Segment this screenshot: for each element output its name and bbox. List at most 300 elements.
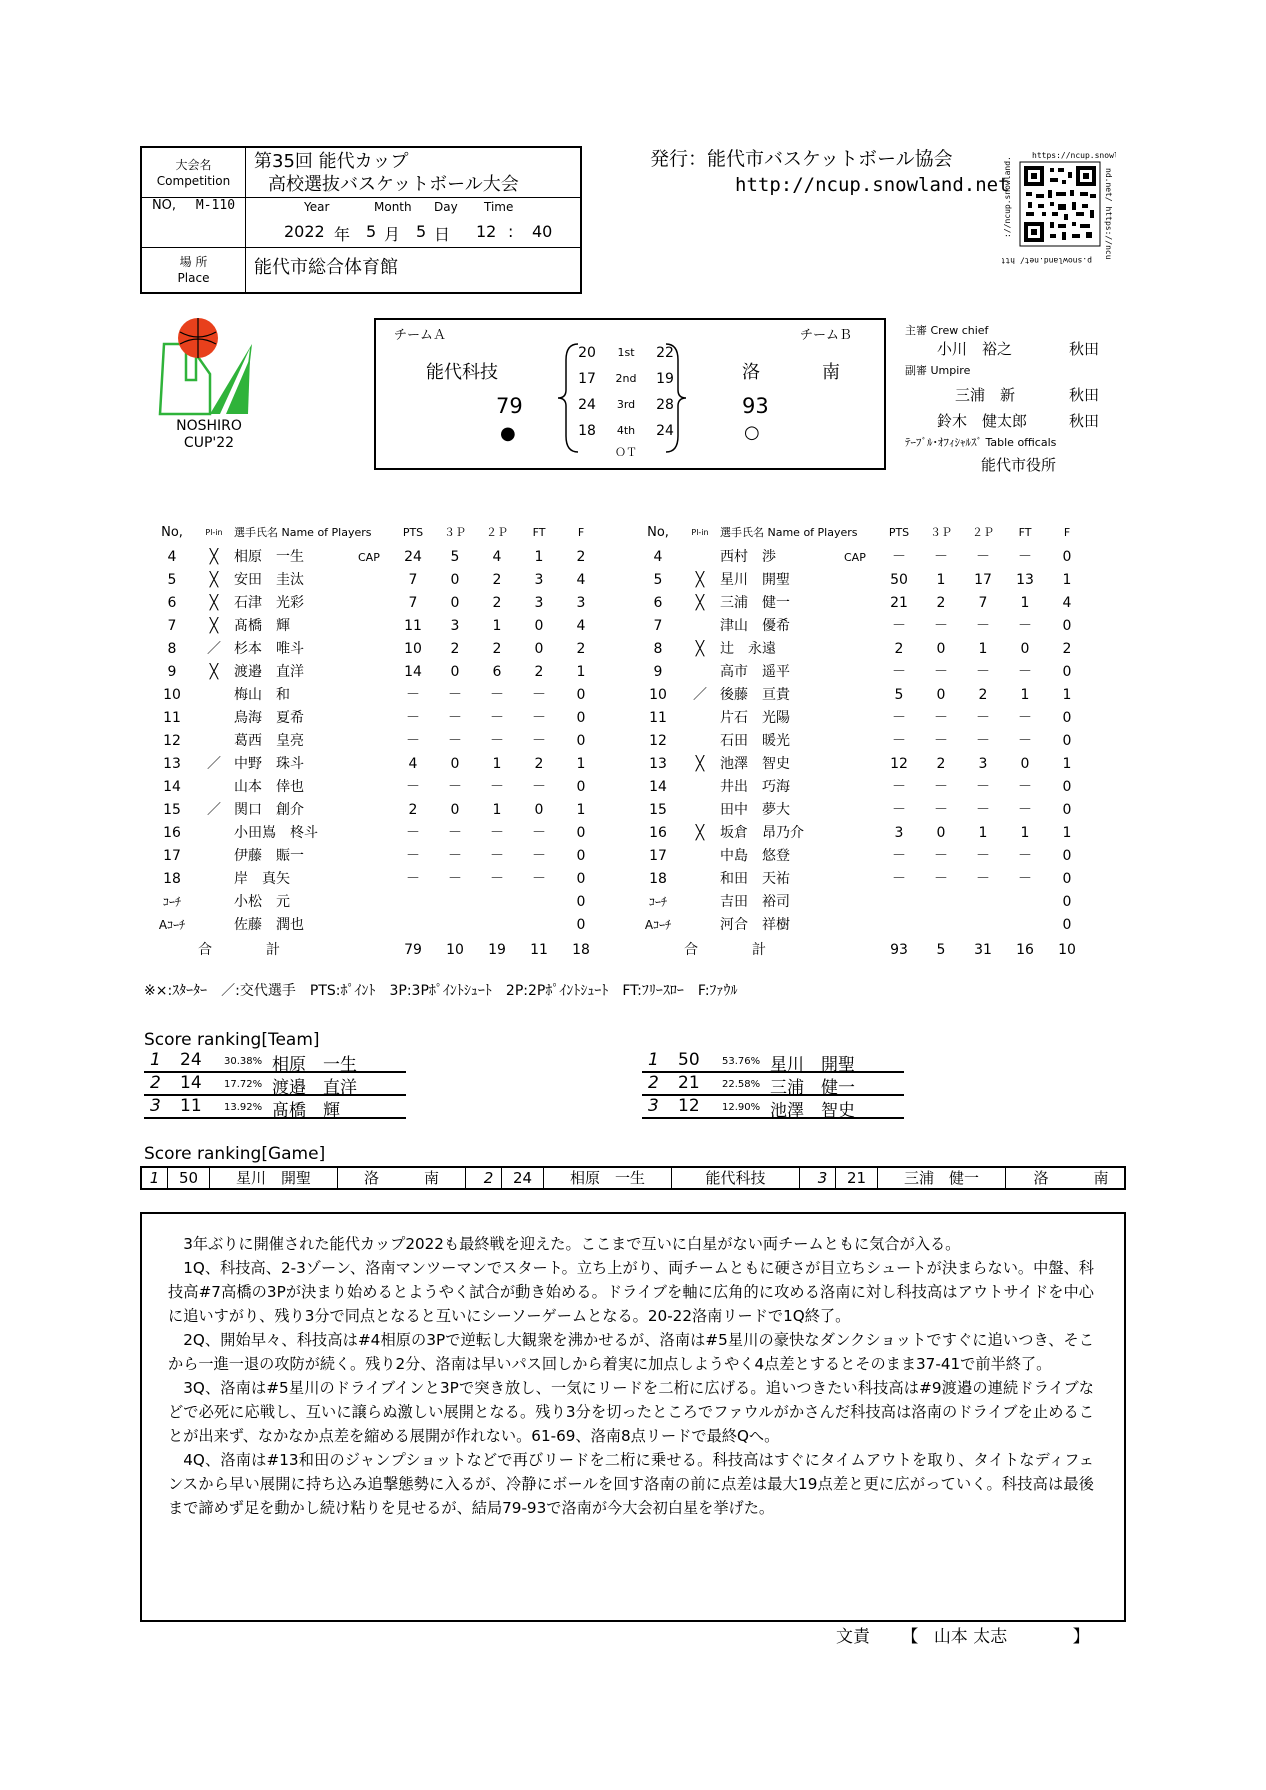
team-a-name: 能代科技 (426, 362, 498, 383)
player-ft: 0 (534, 802, 544, 818)
player-ft: － (532, 687, 546, 703)
player-points: － (892, 664, 906, 680)
player-in-mark: ╳ (695, 825, 705, 841)
header-ft: FT (532, 526, 546, 539)
player-fouls: 2 (1062, 641, 1072, 657)
player-2p: 4 (492, 549, 502, 565)
player-fouls: 0 (576, 779, 586, 795)
team-b-result-mark: ○ (744, 422, 760, 443)
player-number: 4 (653, 549, 663, 565)
player-number: 10 (163, 687, 181, 703)
player-points: 11 (404, 618, 422, 634)
player-in-mark: ╳ (695, 756, 705, 772)
player-number: 12 (649, 733, 667, 749)
total-f: 10 (1058, 942, 1076, 958)
player-fouls: 0 (1062, 618, 1072, 634)
player-points: 2 (894, 641, 904, 657)
player-3p: 0 (450, 756, 460, 772)
rank-points: 12 (678, 1096, 700, 1116)
player-name: 石津 光彩 (234, 595, 304, 611)
player-points: 21 (890, 595, 908, 611)
rank-player-name: 髙橋 輝 (272, 1101, 340, 1121)
player-fouls: 0 (1062, 549, 1072, 565)
player-number: 7 (167, 618, 177, 634)
player-in-mark: ／ (207, 802, 221, 818)
player-2p: － (490, 825, 504, 841)
total-pts: 79 (404, 942, 422, 958)
player-fouls: 1 (1062, 756, 1072, 772)
player-points: 5 (894, 687, 904, 703)
player-number: 15 (649, 802, 667, 818)
player-ft: － (1018, 779, 1032, 795)
publisher-name: 発行：能代市バスケットボール協会 (650, 148, 953, 170)
player-row (152, 592, 612, 615)
player-name: 梅山 和 (234, 687, 290, 703)
player-number: 13 (649, 756, 667, 772)
player-2p: 1 (492, 802, 502, 818)
crew-chief-label: 主審 Crew chief (905, 324, 989, 337)
total-ft: 11 (530, 942, 548, 958)
report-paragraph: 3年ぶりに開催された能代カップ2022も最終戦を迎えた。ここまで互いに白星がない両チームともに気合が入る。 (183, 1235, 961, 1253)
player-name: 池澤 智史 (720, 756, 790, 772)
rank-percent: 17.72% (224, 1079, 263, 1090)
header-f: F (1063, 526, 1071, 539)
player-name: 吉田 裕司 (720, 894, 790, 910)
player-row (638, 707, 1098, 730)
player-3p: 3 (450, 618, 460, 634)
officials (905, 322, 1115, 475)
date-day: 5 (416, 222, 427, 241)
report-paragraph: 4Q、洛南は#13和田のジャンプショットなどで再びリードを二桁に乗せる。科技高はすぐにタイムアウトを取り、タイトなディフェンスから早い展開に持ち込み追撃態勢に入るが、冷静にボールを回す洛南の前に点差は最大19点差と更に広がっていく。科技高は最後まで諦めず足を動かし続け粘りを見せるが、結局79-93で洛南が今大会初白星を挙げた。 (168, 1451, 1094, 1517)
total-p2: 19 (488, 942, 506, 958)
player-ft: － (532, 825, 546, 841)
player-2p: 1 (978, 825, 988, 841)
header-p2: ２Ｐ (486, 526, 508, 539)
player-ft: － (1018, 802, 1032, 818)
player-name: 河合 祥樹 (720, 917, 790, 933)
report-paragraph: 1Q、科技高、2-3ゾーン、洛南マンツーマンでスタート。立ち上がり、両チームともに硬さが目立ちシュートが決まらない。中盤、科技高#7高橋の3Pが決まり始めるとようやく試合が動き始める。ドライブを軸に広角的に攻める洛南に対し科技高はアウトサイドを中心に追いすがり、残り3分で同点となると互いにシーソーゲームとなる。20-22洛南リードで1Q終了。 (168, 1259, 1094, 1325)
player-3p: 1 (936, 572, 946, 588)
crew-chief: 小川 裕之 秋田 (937, 340, 1100, 358)
player-row (152, 822, 612, 845)
player-points: 14 (404, 664, 422, 680)
team-a-score: 79 (496, 394, 523, 418)
player-fouls: 0 (1062, 802, 1072, 818)
header-name: 選手氏名 Name of Players (234, 526, 372, 539)
player-2p: － (976, 618, 990, 634)
player-number: 8 (167, 641, 177, 657)
player-ft: － (1018, 848, 1032, 864)
quarter-row: 20 1st 22 (578, 345, 674, 361)
player-row (638, 776, 1098, 799)
player-ft: 0 (1020, 756, 1030, 772)
total-label: 合 (198, 942, 212, 958)
player-row (638, 615, 1098, 638)
player-number: 15 (163, 802, 181, 818)
player-3p: － (934, 779, 948, 795)
player-row (638, 661, 1098, 684)
player-2p: － (976, 802, 990, 818)
total-f: 18 (572, 942, 590, 958)
player-number: 6 (167, 595, 177, 611)
header-no: No, (647, 525, 669, 540)
player-fouls: 0 (576, 917, 586, 933)
player-ft: 13 (1016, 572, 1034, 588)
player-3p: 2 (936, 756, 946, 772)
player-number: 14 (649, 779, 667, 795)
player-fouls: 0 (1062, 664, 1072, 680)
player-row (638, 569, 1098, 592)
player-3p: － (934, 733, 948, 749)
player-fouls: 0 (576, 894, 586, 910)
player-ft: － (532, 733, 546, 749)
player-name: 髙橋 輝 (234, 618, 290, 634)
ranking-row (144, 1050, 406, 1073)
player-ft: 3 (534, 572, 544, 588)
place-row (142, 248, 580, 292)
quarter-row: 24 3rd 28 (578, 397, 674, 413)
game-rank-team: 洛 南 (1033, 1169, 1109, 1187)
player-points: 50 (890, 572, 908, 588)
player-fouls: 0 (1062, 779, 1072, 795)
player-3p: － (934, 710, 948, 726)
player-in-mark: ╳ (209, 572, 219, 588)
player-in-mark: ╳ (695, 595, 705, 611)
rank-player-name: 星川 開聖 (770, 1055, 855, 1075)
player-ft: － (1018, 733, 1032, 749)
player-2p: － (976, 710, 990, 726)
player-3p: － (448, 825, 462, 841)
box-header-row (152, 520, 612, 546)
player-3p: － (448, 779, 462, 795)
player-row (638, 638, 1098, 661)
noshiro-cup-logo: NOSHIRO CUP'22 (150, 318, 270, 458)
header-name: 選手氏名 Name of Players (720, 526, 858, 539)
player-in-mark: ／ (207, 641, 221, 657)
rank-percent: 22.58% (722, 1079, 761, 1090)
player-3p: 0 (936, 825, 946, 841)
player-row (638, 753, 1098, 776)
table-officials-value: 能代市役所 (981, 456, 1057, 474)
umpire-1: 三浦 新 秋田 (955, 386, 1100, 404)
scoreboard: チームＡ チームＢ 能代科技 洛 南 79 93 ● ○ 20 1st 22 17 2nd 19 24 3rd 28 18 4th 24 ＯＴ (374, 318, 886, 470)
player-3p: 0 (450, 802, 460, 818)
player-3p: － (934, 848, 948, 864)
rank-points: 50 (678, 1050, 700, 1070)
player-row (152, 615, 612, 638)
player-name: 杉本 唯斗 (234, 641, 304, 657)
player-fouls: 0 (576, 825, 586, 841)
player-number: 12 (163, 733, 181, 749)
player-2p: － (976, 733, 990, 749)
player-2p: － (490, 779, 504, 795)
player-row (152, 661, 612, 684)
report-paragraph: 2Q、開始早々、科技高は#4相原の3Pで逆転し大観衆を沸かせるが、洛南は#5星川の豪快なダンクショットですぐに追いつき、そこから一進一退の攻防が続く。残り2分、洛南は早いパス回しから着実に加点しようやく4点差とするとそのまま37-41で前半終了。 (168, 1331, 1094, 1373)
game-ranking (140, 1166, 1126, 1190)
competition-title: 第35回 能代カップ 高校選抜バスケットボール大会 (254, 151, 519, 195)
player-name: 後藤 亘貴 (720, 687, 790, 703)
player-name: 岸 真矢 (234, 871, 290, 887)
player-fouls: 0 (1062, 733, 1072, 749)
player-fouls: 0 (1062, 710, 1072, 726)
player-fouls: 1 (1062, 687, 1072, 703)
player-number: 4 (167, 549, 177, 565)
captain-mark: CAP (358, 551, 380, 564)
player-fouls: 2 (576, 549, 586, 565)
rank-number: 2 (150, 1073, 161, 1093)
player-ft: 0 (1020, 641, 1030, 657)
player-2p: － (490, 710, 504, 726)
game-number: NO, M-110 (142, 198, 246, 247)
ranking-row (144, 1073, 406, 1096)
box-header-row (638, 520, 1098, 546)
player-number: 11 (163, 710, 181, 726)
rank-percent: 13.92% (224, 1102, 263, 1113)
place-value: 能代市総合体育館 (254, 257, 398, 278)
total-p3: 10 (446, 942, 464, 958)
player-2p: － (976, 664, 990, 680)
rank-points: 11 (180, 1096, 202, 1116)
player-2p: － (976, 779, 990, 795)
rank-player-name: 三浦 健一 (770, 1078, 855, 1098)
player-2p: － (976, 549, 990, 565)
player-3p: － (934, 549, 948, 565)
player-number: 8 (653, 641, 663, 657)
author: 文責 【 山本 太志 】 (836, 1627, 1090, 1647)
rank-number: 2 (648, 1073, 659, 1093)
rank-percent: 53.76% (722, 1056, 761, 1067)
captain-mark: CAP (844, 551, 866, 564)
player-3p: － (934, 618, 948, 634)
player-row (638, 868, 1098, 891)
player-in-mark: ╳ (209, 618, 219, 634)
total-ft: 16 (1016, 942, 1034, 958)
player-points: 3 (894, 825, 904, 841)
player-2p: － (490, 733, 504, 749)
team-b-name: 洛 (742, 362, 760, 383)
header-pi: Pl-in (205, 528, 223, 537)
player-name: 佐藤 潤也 (234, 917, 304, 933)
rank-number: 3 (648, 1096, 659, 1116)
player-ft: － (1018, 549, 1032, 565)
header-pts: PTS (888, 526, 910, 539)
player-number: 18 (163, 871, 181, 887)
player-points: － (406, 733, 420, 749)
player-name: 石田 暖光 (720, 733, 790, 749)
player-2p: 2 (492, 572, 502, 588)
header-f: F (577, 526, 585, 539)
svg-text:://ncup.snowland.: ://ncup.snowland. (1003, 156, 1012, 238)
player-name: 小松 元 (234, 894, 290, 910)
team-a-box-score (152, 520, 612, 962)
game-rank-team: 能代科技 (672, 1168, 800, 1188)
player-points: － (406, 825, 420, 841)
player-name: 相原 一生 (234, 549, 304, 565)
total-label: 合 (684, 942, 698, 958)
player-row (152, 868, 612, 891)
report-paragraph: 3Q、洛南は#5星川のドライブインと3Pで突き放し、一気にリードを二桁に広げる。追いつきたい科技高は#9渡邉の連続ドライブなどで必死に応戦し、互いに譲らぬ激しい展開となる。残り3分を切ったところでファウルがかさんだ科技高は洛南のドライブを止めることが出来ず、なかなか点差を縮める展開が作れない。61-69、洛南8点リードで最終Qへ。 (168, 1379, 1094, 1445)
player-2p: 1 (492, 618, 502, 634)
player-name: 葛西 皇亮 (234, 733, 304, 749)
player-number: Aｺｰﾁ (644, 918, 672, 932)
player-2p: 3 (978, 756, 988, 772)
time-hour: 12 (476, 222, 497, 241)
player-row (638, 822, 1098, 845)
player-name: 伊藤 賑一 (234, 848, 304, 864)
player-fouls: 0 (1062, 848, 1072, 864)
player-ft: － (1018, 710, 1032, 726)
player-name: 小田嶌 柊斗 (234, 825, 318, 841)
player-2p: 2 (978, 687, 988, 703)
player-number: ｺｰﾁ (648, 895, 667, 909)
player-row (638, 845, 1098, 868)
player-ft: － (1018, 871, 1032, 887)
table-officials-label: ﾃｰﾌﾞﾙ･ｵﾌｨｼｬﾙｽﾞ Table officals (905, 436, 1057, 449)
player-number: 9 (653, 664, 663, 680)
player-3p: － (934, 802, 948, 818)
player-name: 安田 圭汰 (234, 572, 304, 588)
player-row (152, 799, 612, 822)
total-label: 計 (752, 942, 766, 958)
player-3p: － (448, 733, 462, 749)
player-row (152, 707, 612, 730)
player-name: 中野 珠斗 (234, 756, 304, 772)
player-number: 14 (163, 779, 181, 795)
player-points: － (892, 549, 906, 565)
total-label: 計 (266, 942, 280, 958)
game-rank-rank: 3 (810, 1168, 836, 1188)
player-points: － (892, 733, 906, 749)
player-points: 12 (890, 756, 908, 772)
player-points: － (892, 618, 906, 634)
player-ft: － (1018, 664, 1032, 680)
player-ft: 2 (534, 664, 544, 680)
player-points: 24 (404, 549, 422, 565)
team-ranking-title: Score ranking[Team] (144, 1030, 320, 1050)
player-3p: 0 (450, 572, 460, 588)
rank-points: 24 (180, 1050, 202, 1070)
player-number: Aｺｰﾁ (158, 918, 186, 932)
player-ft: 1 (1020, 595, 1030, 611)
player-row (638, 546, 1098, 569)
player-name: 高市 遥平 (720, 664, 790, 680)
player-name: 関口 創介 (234, 802, 304, 818)
player-3p: 5 (450, 549, 460, 565)
total-pts: 93 (890, 942, 908, 958)
player-number: 18 (649, 871, 667, 887)
player-fouls: 0 (576, 848, 586, 864)
player-fouls: 1 (576, 802, 586, 818)
player-row (638, 592, 1098, 615)
player-ft: 1 (534, 549, 544, 565)
player-row (152, 753, 612, 776)
player-points: － (406, 871, 420, 887)
player-2p: － (976, 871, 990, 887)
player-row (152, 684, 612, 707)
player-row (638, 914, 1098, 937)
player-fouls: 1 (1062, 572, 1072, 588)
player-row (152, 845, 612, 868)
header-pts: PTS (402, 526, 424, 539)
player-ft: － (1018, 618, 1032, 634)
player-2p: 6 (492, 664, 502, 680)
player-points: － (892, 848, 906, 864)
player-points: － (892, 802, 906, 818)
player-points: 10 (404, 641, 422, 657)
player-name: 星川 開聖 (720, 572, 790, 588)
player-row (152, 776, 612, 799)
header-p3: ３Ｐ (930, 526, 952, 539)
player-number: 7 (653, 618, 663, 634)
competition-label: 大会名 Competition (142, 148, 246, 197)
player-name: 片石 光陽 (720, 710, 790, 726)
player-2p: 7 (978, 595, 988, 611)
player-number: ｺｰﾁ (162, 895, 181, 909)
umpire-2: 鈴木 健太郎 秋田 (937, 412, 1100, 430)
author-name: 山本 太志 (933, 1627, 1008, 1647)
player-name: 三浦 健一 (720, 595, 790, 611)
player-row (152, 546, 612, 569)
date-year: 2022 (284, 222, 325, 241)
player-row (152, 569, 612, 592)
player-ft: 2 (534, 756, 544, 772)
team-b-box-score (638, 520, 1098, 962)
player-ft: － (532, 779, 546, 795)
player-in-mark: ╳ (695, 572, 705, 588)
player-row (638, 799, 1098, 822)
player-row (152, 891, 612, 914)
player-points: － (892, 871, 906, 887)
svg-text:p.snowland.net/ htt: p.snowland.net/ htt (1002, 256, 1092, 264)
player-in-mark: ╳ (695, 641, 705, 657)
player-ft: 0 (534, 641, 544, 657)
player-points: － (406, 687, 420, 703)
player-name: 井出 巧海 (720, 779, 790, 795)
game-rank-name: 三浦 健一 (878, 1168, 1006, 1188)
player-fouls: 2 (576, 641, 586, 657)
player-name: 山本 倖也 (234, 779, 304, 795)
ranking-row (642, 1096, 904, 1119)
player-name: 辻 永遠 (720, 641, 776, 657)
rank-percent: 30.38% (224, 1056, 263, 1067)
header-pi: Pl-in (691, 528, 709, 537)
total-p2: 31 (974, 942, 992, 958)
team-b-ranking (642, 1050, 904, 1119)
player-ft: 3 (534, 595, 544, 611)
quarter-row: ＯＴ (615, 446, 637, 459)
player-2p: － (976, 848, 990, 864)
player-points: 7 (408, 595, 418, 611)
game-info-table (140, 146, 582, 294)
number-date-row (142, 198, 580, 248)
svg-text:nd.net/ https://ncu: nd.net/ https://ncu (1104, 168, 1113, 260)
player-3p: － (448, 710, 462, 726)
rank-percent: 12.90% (722, 1102, 761, 1113)
rank-player-name: 池澤 智史 (770, 1101, 855, 1121)
player-fouls: 0 (576, 871, 586, 887)
ranking-row (642, 1050, 904, 1073)
publisher (650, 146, 1010, 198)
game-ranking-title: Score ranking[Game] (144, 1144, 326, 1164)
player-fouls: 0 (1062, 871, 1072, 887)
player-name: 中島 悠登 (720, 848, 790, 864)
player-name: 津山 優希 (720, 618, 790, 634)
player-2p: － (490, 871, 504, 887)
player-ft: － (532, 848, 546, 864)
publisher-url[interactable]: http://ncup.snowland.net (735, 174, 1010, 196)
total-row (638, 939, 1098, 962)
player-number: 17 (163, 848, 181, 864)
